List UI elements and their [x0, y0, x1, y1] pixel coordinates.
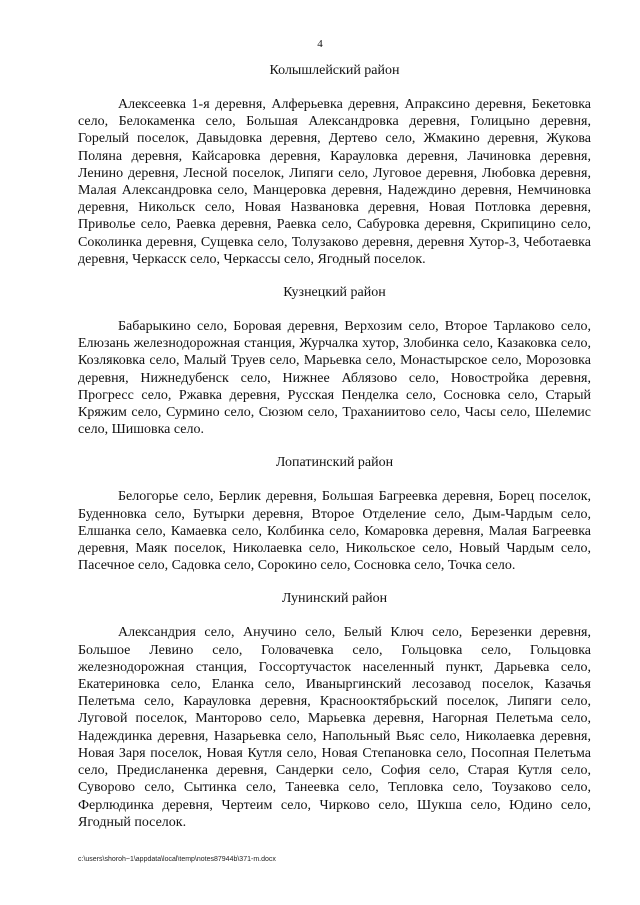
district-title: Кузнецкий район — [283, 285, 386, 301]
footer-file-path: c:\users\shoroh~1\appdata\local\temp\notes87944b\371-m.docx — [78, 856, 276, 863]
district-text: Белогорье село, Берлик деревня, Большая Багреевка деревня, Борец поселок, Буденновка село, Бутырки деревня, Второе Отделение село, Дым-Чардым село, Елшанка село, Камаевка село, Колбинка село, Комаровка деревня, Малая Багреевка деревня, Маяк поселок, Николаевка село, Никольское село, Новый Чардым село, Пасечное село, Садовка село, Сорокино село, Сосновка село, Точка село. — [78, 489, 591, 574]
district-text: Бабарыкино село, Боровая деревня, Верхозим село, Второе Тарлаково село, Елюзань железнодорожная станция, Журчалка хутор, Злобинка село, Казаковка село, Козляковка село, Малый Труев село, Марьевка село, Монастырское село, Морозовка деревня, Нижнедубенск село, Нижнее Аблязово село, Новостройка деревня, Прогресс село, Ржавка деревня, Русская Пенделка село, Сосновка село, Старый Кряжим село, Сурмино село, Сюзюм село, Траханиитово село, Часы село, Шелемис село, Шишовка село. — [78, 319, 591, 438]
district-section-kuznetsk — [78, 284, 591, 438]
district-title: Колышлейский район — [269, 63, 400, 78]
district-text: Алексеевка 1-я деревня, Алферьевка деревня, Апраксино деревня, Бекетовка село, Белокаменка село, Большая Александровка деревня, Голицыно деревня, Горелый поселок, Давыдовка деревня, Дертево село, Жмакино деревня, Жукова Поляна деревня, Кайсаровка деревня, Карауловка деревня, Лачиновка деревня, Ленино деревня, Лесной поселок, Липяги село, Луговое деревня, Любовка деревня, Малая Александровка село, Манцеровка деревня, Надеждино деревня, Немчиновка деревня, Никольск село, Новая Названовка деревня, Новая Потловка деревня, Приволье село, Раевка деревня, Раевка село, Сабуровка деревня, Скрипицино село, Соколинка деревня, Сущевка село, Толузаково деревня, деревня Хутор-3, Чеботаевка деревня, Черкасск село, Черкассы село, Ягодный поселок. — [78, 97, 591, 267]
district-title: Лунинский район — [281, 591, 388, 607]
document-body — [78, 62, 591, 847]
district-section-lunino — [78, 590, 591, 830]
district-section-kolyshley — [78, 62, 591, 268]
district-text: Александрия село, Анучино село, Белый Ключ село, Березенки деревня, Большое Левино село, Головачевка село, Гольцовка село, Гольцовка железнодорожная станция, Госсортучасток населенный пункт, Дарьевка село, Екатериновка село, Еланка село, Иваныргинский лесозавод поселок, Казачья Пелетьма село, Карауловка деревня, Краснооктябрьский поселок, Липяги село, Луговой поселок, Манторово село, Марьевка деревня, Нагорная Пелетьма село, Надеждинка деревня, Назарьевка село, Напольный Вьяс село, Николаевка деревня, Новая Заря поселок, Новая Кутля село, Новая Степановка село, Посопная Пелетьма село, Предисланенка деревня, Сандерки село, София село, Старая Кутля село, Суворово село, Сытинка село, Танеевка село, Тепловка село, Тоузаково село, Ферлюдинка деревня, Чертеим село, Чирково село, Шукша село, Юдино село, Ягодный поселок. — [78, 625, 591, 830]
district-title: Лопатинский район — [275, 455, 394, 471]
district-section-lopatino — [78, 454, 591, 574]
page-number: 4 — [317, 38, 323, 50]
